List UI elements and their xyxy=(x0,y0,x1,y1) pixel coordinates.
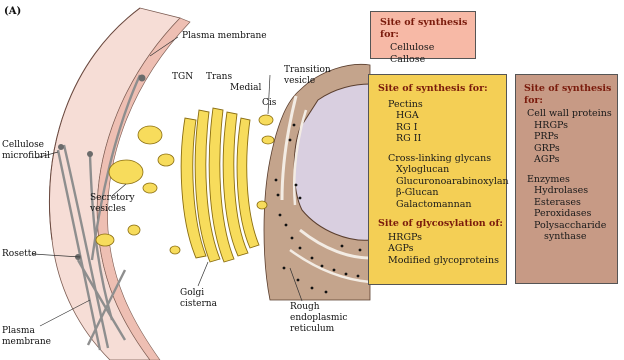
label-rough-er xyxy=(290,302,347,335)
endoplasmic-reticulum xyxy=(264,64,370,300)
label-golgi-cisterna xyxy=(180,288,217,310)
er-synthesis-box xyxy=(515,74,618,284)
label-plasma-bottom-line2: membrane xyxy=(2,337,51,347)
label-cellulose-microfibril xyxy=(2,140,50,162)
label-cellulose-line2: microfibril xyxy=(2,151,50,161)
label-transition-vesicle xyxy=(284,65,331,87)
panel-label: (A) xyxy=(4,6,22,17)
label-golgi-line2: cisterna xyxy=(180,299,217,309)
brown-prps: PRPs xyxy=(534,131,559,142)
golgi-stack xyxy=(181,108,259,262)
label-plasma-membrane-bottom xyxy=(2,326,51,348)
yellow-glyco-heading: Site of glycosylation of: xyxy=(378,218,503,229)
yellow-crosslinking: Cross-linking glycans xyxy=(388,152,492,164)
brown-polysaccharide: Polysaccharide xyxy=(534,219,607,231)
pink-item-cellulose: Cellulose xyxy=(390,42,435,53)
yellow-xyloglucan: Xyloglucan xyxy=(396,164,450,175)
label-rough-er-line2: endoplasmic xyxy=(290,313,348,323)
yellow-box-heading: Site of synthesis for: xyxy=(378,83,488,94)
label-cellulose-line1: Cellulose xyxy=(2,140,45,150)
yellow-pectin-rg1: RG I xyxy=(396,121,418,133)
label-transition-vesicle-line2: vesicle xyxy=(284,76,316,86)
label-plasma-bottom-line1: Plasma xyxy=(2,326,35,336)
golgi-synthesis-box xyxy=(368,74,507,285)
yellow-galactomannan: Galactomannan xyxy=(396,198,472,210)
brown-cell-wall-proteins: Cell wall proteins xyxy=(527,108,612,119)
brown-hydrolases: Hydrolases xyxy=(534,185,589,196)
label-tgn: TGN xyxy=(172,72,194,82)
label-rosette: Rosette xyxy=(2,249,37,259)
brown-agps: AGPs xyxy=(534,154,560,165)
brown-box-heading: Site of synthesis for: xyxy=(524,83,612,106)
label-secretory-line2: vesicles xyxy=(90,204,126,214)
yellow-pectin-rg2: RG II xyxy=(396,133,422,144)
pink-box-heading: Site of synthesis for: xyxy=(380,17,468,40)
brown-esterases: Esterases xyxy=(534,196,581,208)
label-secretory-vesicles xyxy=(90,193,135,215)
label-trans: Trans xyxy=(206,72,233,82)
brown-enzymes: Enzymes xyxy=(527,173,570,185)
plasma-membrane-synthesis-box xyxy=(370,11,476,65)
yellow-glyco-hrgps: HRGPs xyxy=(388,231,423,243)
label-plasma-membrane-top: Plasma membrane xyxy=(182,31,267,41)
yellow-gax: Glucuronoarabinoxylan xyxy=(396,175,509,187)
brown-peroxidases: Peroxidases xyxy=(534,208,592,219)
brown-hrgps: HRGPs xyxy=(534,119,569,131)
yellow-pectin-hga: HGA xyxy=(396,110,419,121)
label-rough-er-line3: reticulum xyxy=(290,324,335,334)
label-golgi-line1: Golgi xyxy=(180,288,205,298)
brown-grps: GRPs xyxy=(534,142,560,154)
brown-synthase: synthase xyxy=(544,231,587,242)
pink-item-callose: Callose xyxy=(390,53,426,65)
label-rough-er-line1: Rough xyxy=(290,302,320,312)
label-cis: Cis xyxy=(262,98,277,108)
yellow-pectins: Pectins xyxy=(388,98,423,110)
yellow-glyco-agps: AGPs xyxy=(388,243,414,254)
label-medial: Medial xyxy=(230,83,262,93)
label-transition-vesicle-line1: Transition xyxy=(284,65,331,75)
yellow-glyco-modified: Modified glycoproteins xyxy=(388,254,499,266)
yellow-beta-glucan: β-Glucan xyxy=(396,187,439,198)
cell-wall xyxy=(49,8,190,360)
label-secretory-line1: Secretory xyxy=(90,193,135,203)
